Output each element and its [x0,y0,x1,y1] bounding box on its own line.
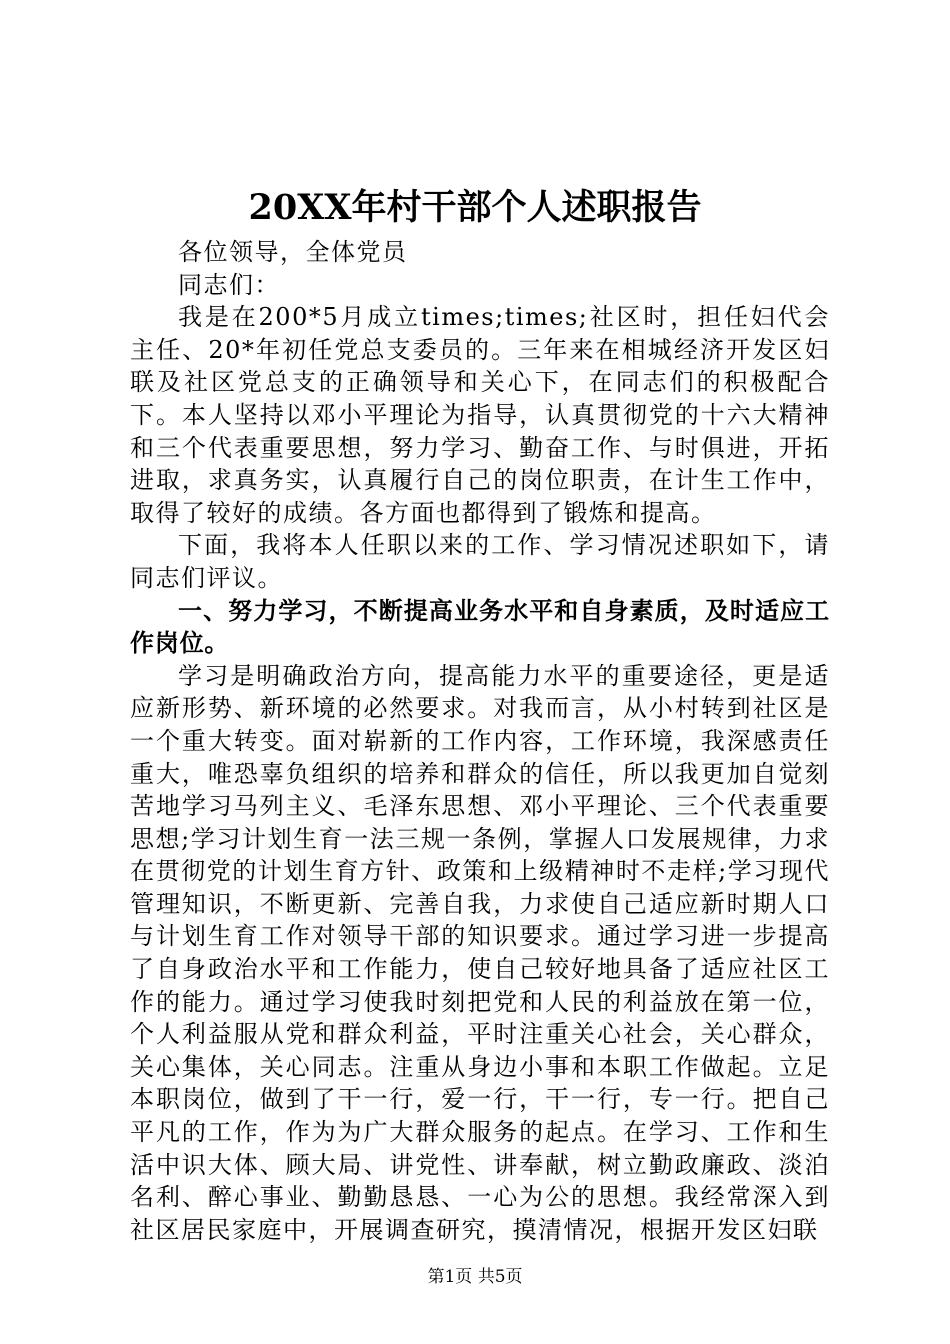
body-paragraph: 下面，我将本人任职以来的工作、学习情况述职如下，请同志们评议。 [130,531,830,592]
section-heading: 一、努力学习，不断提高业务水平和自身素质，及时适应工作岗位。 [130,596,830,658]
body-paragraph: 我是在200*5月成立times;times;社区时，担任妇代会主任、20*年初任党总支委员的。三年来在相城经济开发区妇联及社区党总支的正确领导和关心下，在同志们的积极配合下。本人坚持以邓小平理论为指导，认真贯彻党的十六大精神和三个代表重要思想，努力学习、勤奋工作、与时俱进，开拓进取，求真务实，认真履行自己的岗位职责，在计生工作中，取得了较好的成绩。各方面也都得到了锻炼和提高。 [130,303,830,527]
salutation-line: 各位领导，全体党员 [178,238,408,266]
document-title: 20XX年村干部个人述职报告 [248,187,702,228]
page-number-footer: 第1页 共5页 [427,1267,523,1287]
document-body [130,236,830,1246]
salutation-line: 同志们： [178,270,280,299]
body-paragraph: 学习是明确政治方向，提高能力水平的重要途径，更是适应新形势、新环境的必然要求。对我而言，从小村转到社区是一个重大转变。面对崭新的工作内容，工作环境，我深感责任重大，唯恐辜负组织的培养和群众的信任，所以我更加自觉刻苦地学习马列主义、毛泽东思想、邓小平理论、三个代表重要思想;学习计划生育一法三规一条例，掌握人口发展规律，力求在贯彻党的计划生育方针、政策和上级精神时不走样;学习现代管理知识，不断更新、完善自我，力求使自己适应新时期人口与计划生育工作对领导干部的知识要求。通过学习进一步提高了自身政治水平和工作能力，使自己较好地具备了适应社区工作的能力。通过学习使我时刻把党和人民的利益放在第一位，个人利益服从党和群众利益，平时注重关心社会，关心群众，关心集体，关心同志。注重从身边小事和本职工作做起。立足本职岗位，做到了干一行，爱一行，干一行，专一行。把自己平凡的工作，作为为广大群众服务的起点。在学习、工作和生活中识大体、顾大局、讲党性、讲奉献，树立勤政廉政、淡泊名利、醉心事业、勤勤恳恳、一心为公的思想。我经常深入到社区居民家庭中，开展调查研究，摸清情况，根据开发区妇联 [130,661,830,1244]
